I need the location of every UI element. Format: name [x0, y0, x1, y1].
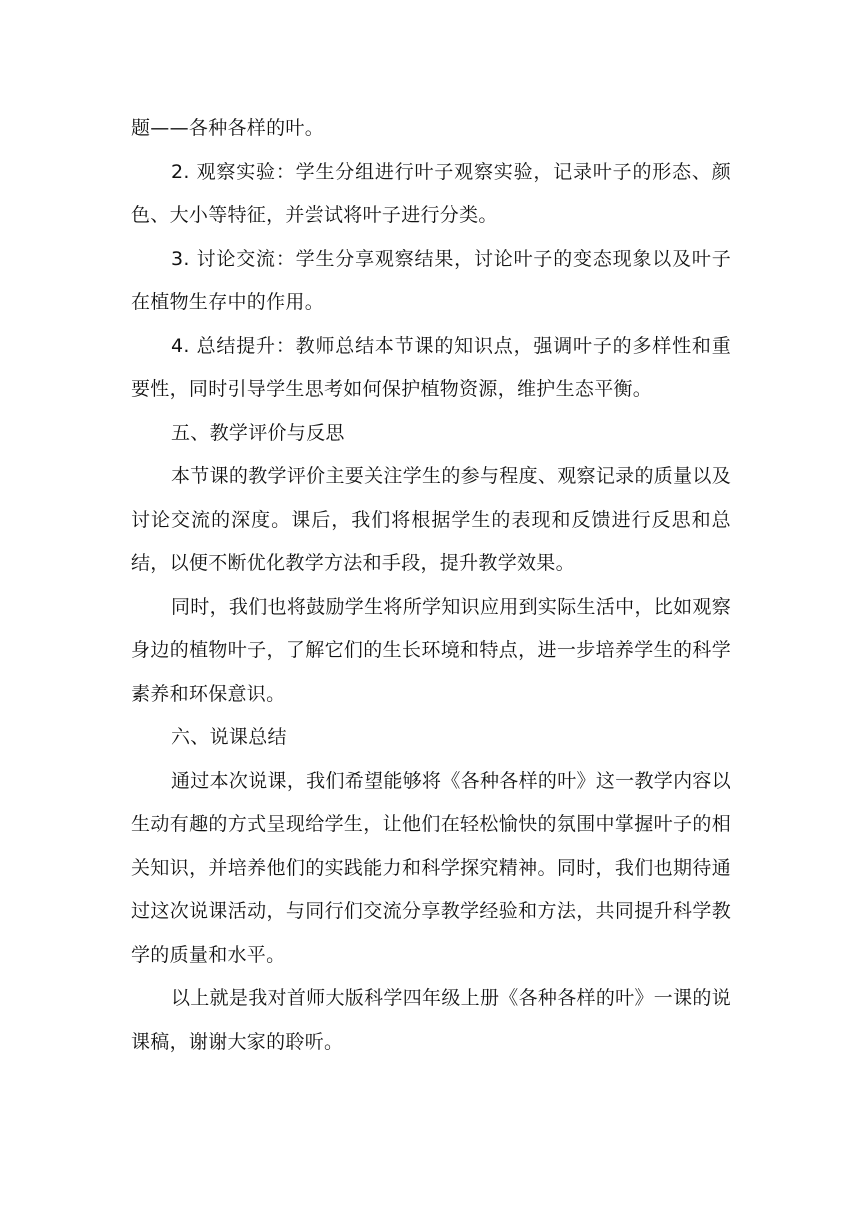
section-heading-evaluation: 五、教学评价与反思 [171, 421, 345, 444]
section-heading-summary: 六、说课总结 [171, 726, 287, 748]
paragraph-closing: 以上就是我对首师大版科学四年级上册《各种各样的叶》一课的说课稿，谢谢大家的聆听。 [131, 987, 731, 1053]
paragraph-evaluation: 本节课的教学评价主要关注学生的参与程度、观察记录的质量以及讨论交流的深度。课后，我们将根据学生的表现和反馈进行反思和总结，以便不断优化教学方法和手段，提升教学效果。 [131, 465, 731, 574]
paragraph-summary: 通过本次说课，我们希望能够将《各种各样的叶》这一教学内容以生动有趣的方式呈现给学生，让他们在轻松愉快的氛围中掌握叶子的相关知识，并培养他们的实践能力和科学探究精神。同时，我们也期待通过这次说课活动，与同行们交流分享教学经验和方法，共同提升科学教学的质量和水平。 [131, 769, 731, 966]
paragraph-continuation: 题——各种各样的叶。 [131, 117, 325, 139]
document-body [131, 107, 731, 1064]
paragraph-step-4: 4. 总结提升：教师总结本节课的知识点，强调叶子的多样性和重要性，同时引导学生思考如何保护植物资源，维护生态平衡。 [131, 334, 731, 400]
paragraph-step-2: 2. 观察实验：学生分组进行叶子观察实验，记录叶子的形态、颜色、大小等特征，并尝试将叶子进行分类。 [131, 160, 731, 226]
paragraph-application: 同时，我们也将鼓励学生将所学知识应用到实际生活中，比如观察身边的植物叶子，了解它们的生长环境和特点，进一步培养学生的科学素养和环保意识。 [131, 595, 731, 705]
paragraph-step-3: 3. 讨论交流：学生分享观察结果，讨论叶子的变态现象以及叶子在植物生存中的作用。 [131, 247, 731, 313]
